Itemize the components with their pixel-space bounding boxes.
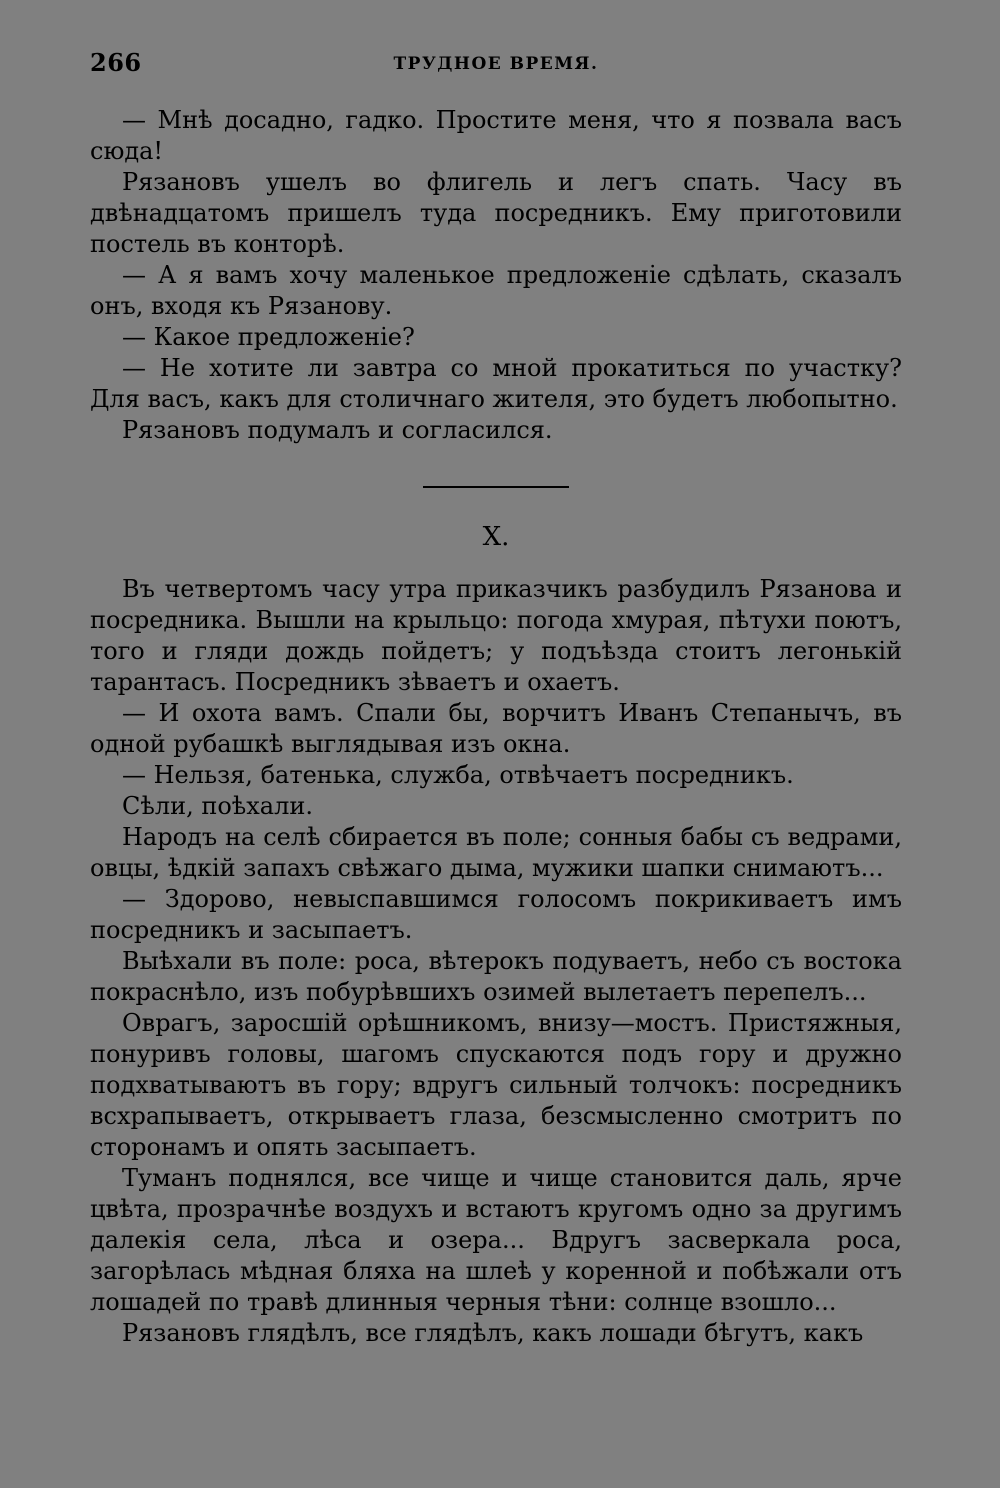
paragraph: — Не хотите ли завтра со мной прокатиться по участку? Для васъ, какъ для столичнаго жителя, это будетъ любопытно. [90, 354, 902, 413]
paragraph: — Здорово, невыспавшимся голосомъ покрикиваетъ имъ посредникъ и засыпаетъ. [90, 885, 902, 944]
page-number: 266 [90, 48, 142, 77]
paragraph: — И охота вамъ. Спали бы, ворчитъ Иванъ Степанычъ, въ одной рубашкѣ выглядывая изъ окна. [90, 699, 902, 758]
section-divider [423, 486, 569, 488]
chapter-heading: X. [482, 522, 510, 552]
paragraph: — А я вамъ хочу маленькое предложеніе сдѣлать, сказалъ онъ, входя къ Рязанову. [90, 261, 902, 320]
paragraph: — Нельзя, батенька, служба, отвѣчаетъ посредникъ. [122, 761, 794, 789]
paragraph: — Какое предложеніе? [122, 323, 415, 351]
text-block-one [90, 105, 902, 446]
page-header [90, 48, 902, 88]
paragraph: Оврагъ, заросшій орѣшникомъ, внизу—мостъ. Пристяжныя, понуривъ головы, шагомъ спускаются подъ гору и дружно подхватываютъ въ гору; вдругъ сильный толчокъ: посредникъ всхрапываетъ, открываетъ глаза, безсмысленно смотритъ по сторонамъ и опять засыпаетъ. [90, 1009, 902, 1161]
paragraph: Туманъ поднялся, все чище и чище становится даль, ярче цвѣта, прозрачнѣе воздухъ и встаютъ кругомъ одно за другимъ далекія села, лѣса и озера... Вдругъ засверкала роса, загорѣлась мѣдная бляха на шлеѣ у коренной и побѣжали отъ лошадей по травѣ длинныя черныя тѣни: солнце взошло... [90, 1164, 902, 1316]
paragraph: Рязановъ подумалъ и согласился. [122, 416, 553, 444]
paragraph: Рязановъ ушелъ во флигель и легъ спать. Часу въ двѣнадцатомъ пришелъ туда посредникъ. Ему приготовили постель въ конторѣ. [90, 168, 902, 258]
paragraph: — Мнѣ досадно, гадко. Простите меня, что я позвала васъ сюда! [90, 106, 902, 165]
paragraph: Сѣли, поѣхали. [122, 792, 313, 820]
running-title: ТРУДНОЕ ВРЕМЯ. [393, 54, 599, 74]
paragraph: Въ четвертомъ часу утра приказчикъ разбудилъ Рязанова и посредника. Вышли на крыльцо: погода хмурая, пѣтухи поютъ, того и гляди дождь пойдетъ; у подъѣзда стоитъ легонькій тарантасъ. Посредникъ зѣваетъ и охаетъ. [90, 575, 902, 696]
paragraph: Народъ на селѣ сбирается въ поле; сонныя бабы съ ведрами, овцы, ѣдкій запахъ свѣжаго дыма, мужики шапки снимаютъ... [90, 823, 902, 882]
paragraph: Рязановъ глядѣлъ, все глядѣлъ, какъ лошади бѣгутъ, какъ [122, 1319, 864, 1347]
book-page [90, 48, 902, 1349]
text-block-two [90, 574, 902, 1349]
paragraph: Выѣхали въ поле: роса, вѣтерокъ подуваетъ, небо съ востока покраснѣло, изъ побурѣвшихъ озимей вылетаетъ перепелъ... [90, 947, 902, 1006]
